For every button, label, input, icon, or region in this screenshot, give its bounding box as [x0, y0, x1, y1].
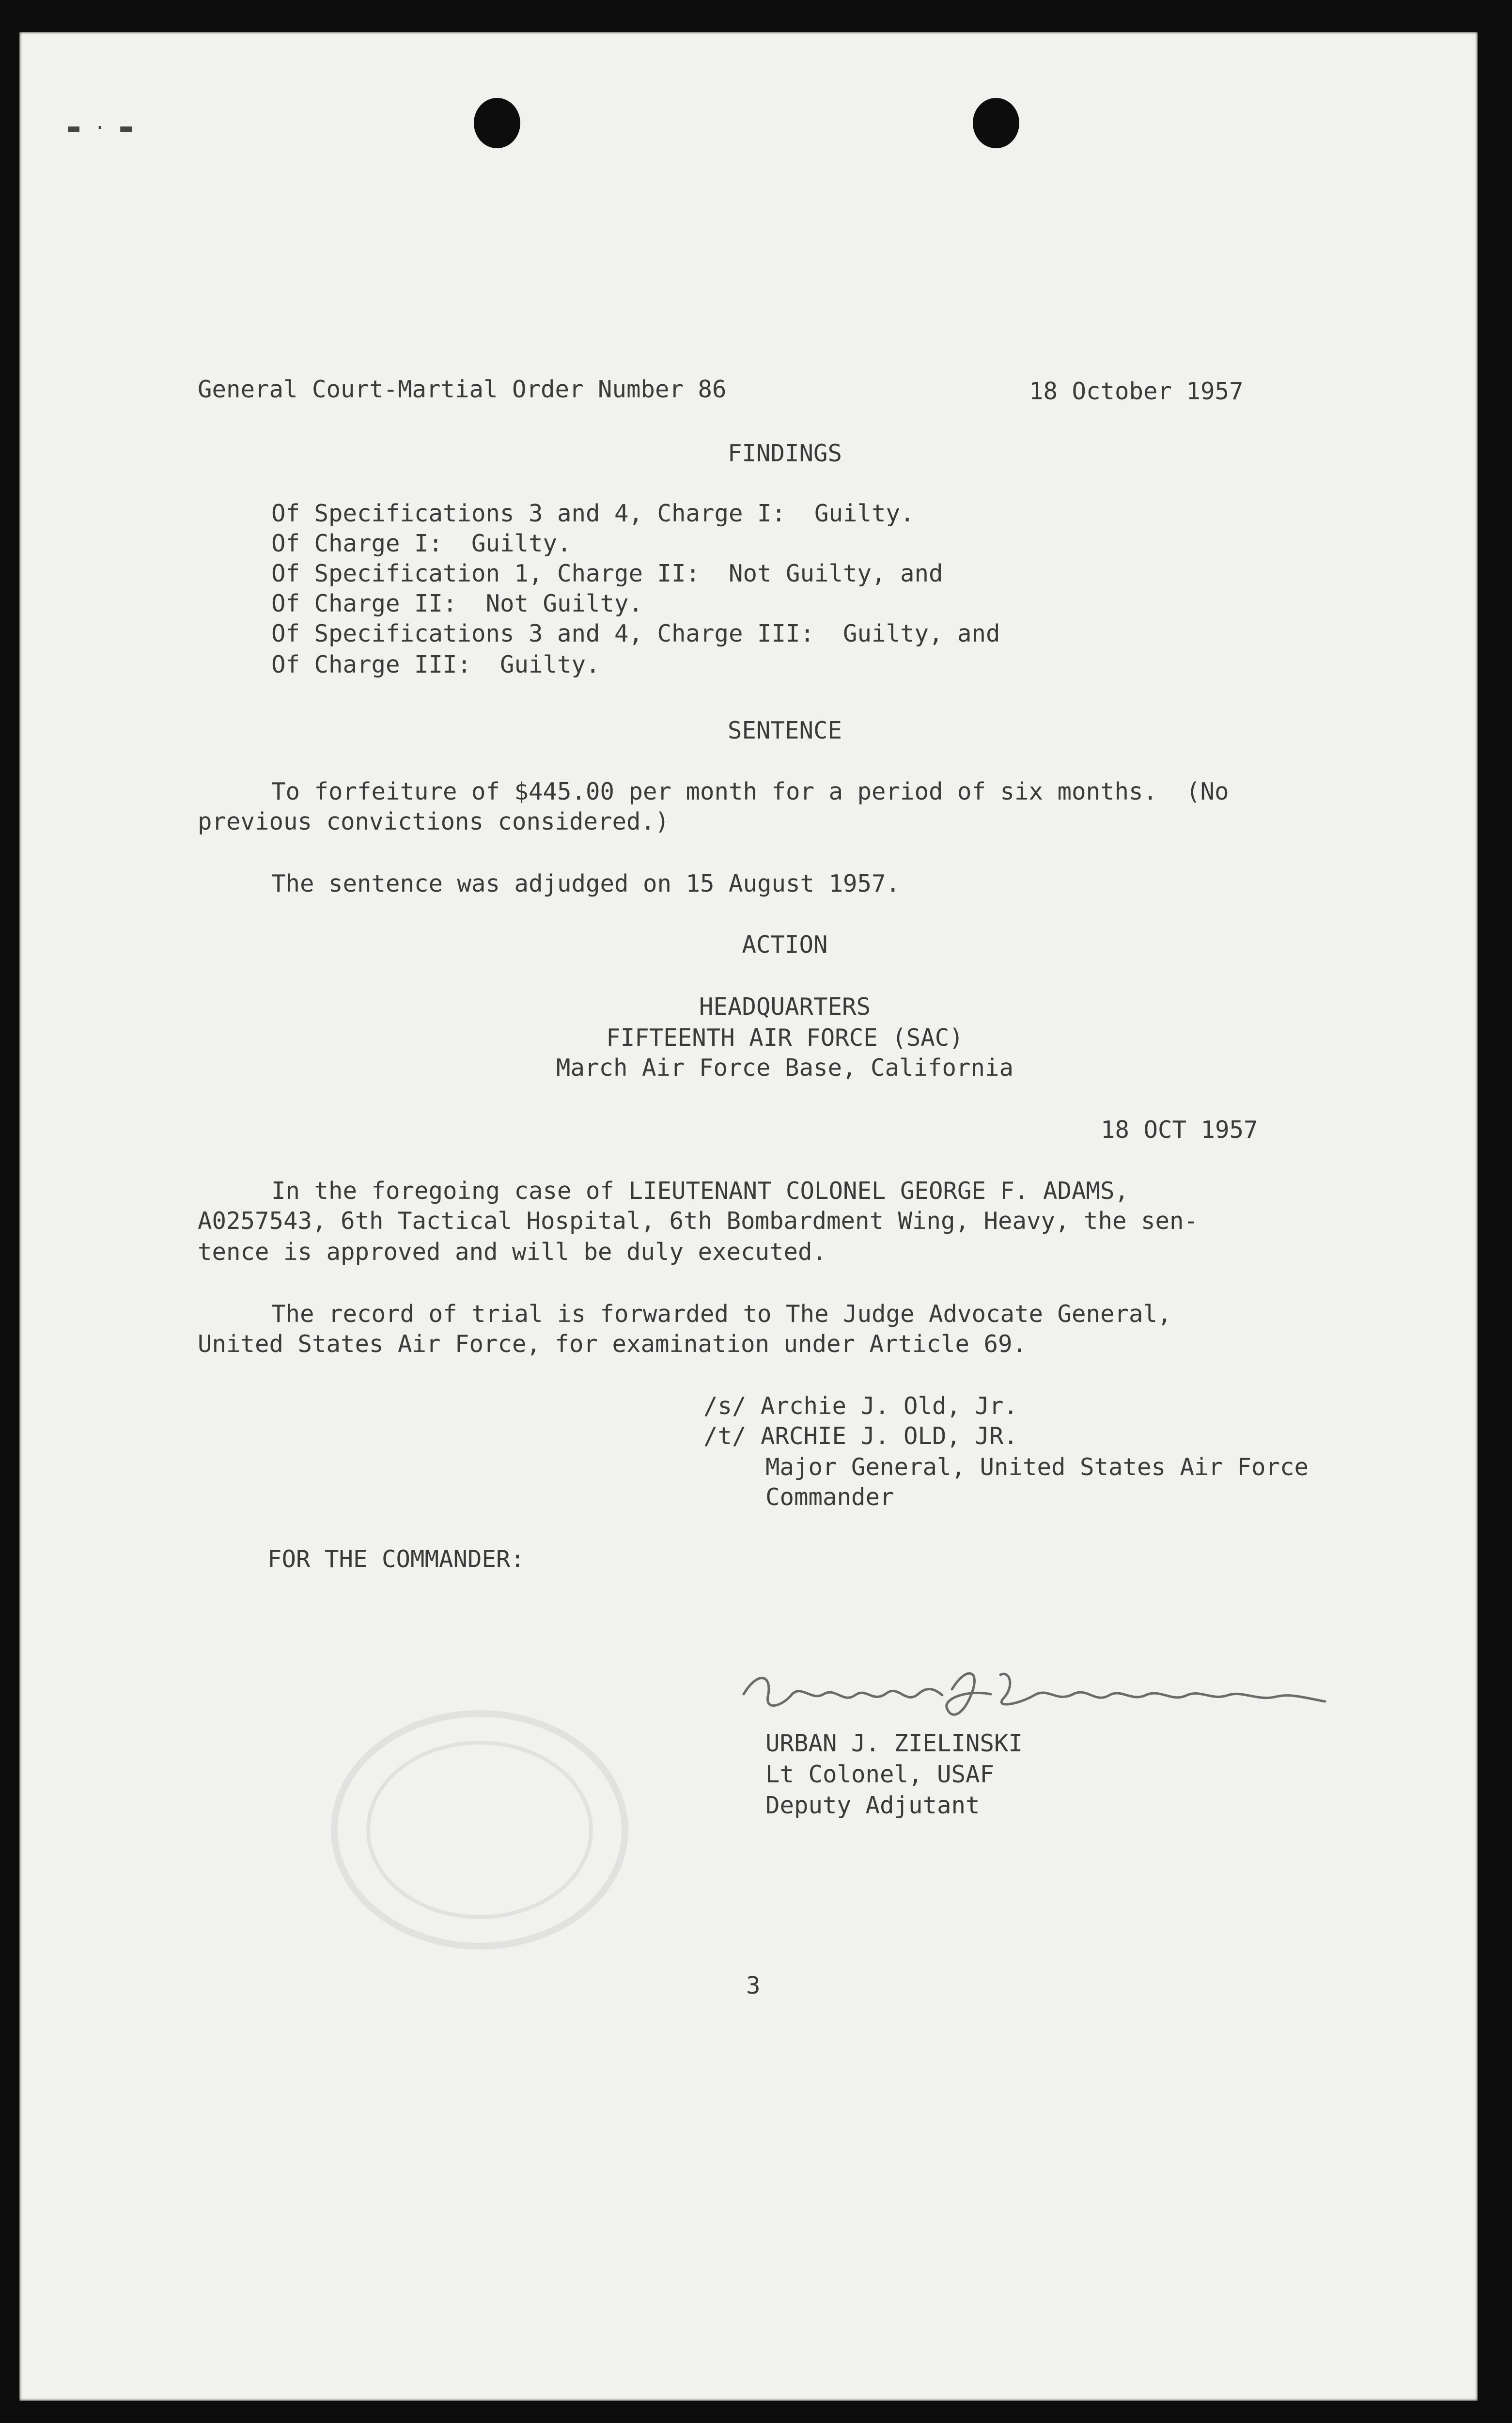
sentence-para1-line2: previous convictions considered.) [198, 808, 670, 835]
margin-marks: ▬·▬ [68, 117, 147, 139]
finding-line-5: Of Specifications 3 and 4, Charge III: Guilty, and [271, 620, 1000, 647]
finding-line-4: Of Charge II: Not Guilty. [271, 590, 643, 617]
for-the-commander: FOR THE COMMANDER: [267, 1545, 525, 1573]
sentence-para1-line1: To forfeiture of $445.00 per month for a period of six months. (No [271, 778, 1229, 805]
finding-line-2: Of Charge I: Guilty. [271, 530, 572, 557]
action-heading: ACTION [742, 931, 828, 959]
handwritten-signature [739, 1660, 1330, 1723]
commander-rank: Major General, United States Air Force [765, 1453, 1309, 1481]
signed-name: /s/ Archie J. Old, Jr. [703, 1392, 1018, 1420]
action-date: 18 OCT 1957 [1101, 1116, 1258, 1144]
action-para1-line2: A0257543, 6th Tactical Hospital, 6th Bombardment Wing, Heavy, the sen- [198, 1207, 1199, 1235]
action-para2-line2: United States Air Force, for examination under Article 69. [198, 1330, 1027, 1358]
commander-title: Commander [765, 1483, 894, 1511]
finding-line-3: Of Specification 1, Charge II: Not Guilty, and [271, 560, 943, 587]
punch-hole-right [973, 98, 1019, 148]
page-number: 3 [746, 1972, 761, 1999]
embossed-seal [325, 1704, 635, 1956]
hq-line-1: HEADQUARTERS [699, 993, 871, 1021]
order-date: 18 October 1957 [1029, 378, 1244, 405]
hq-line-3: March Air Force Base, California [556, 1054, 1013, 1082]
hq-line-2: FIFTEENTH AIR FORCE (SAC) [606, 1024, 964, 1052]
finding-line-1: Of Specifications 3 and 4, Charge I: Guilty. [271, 500, 915, 527]
findings-heading: FINDINGS [727, 440, 842, 467]
sentence-adjudged: The sentence was adjudged on 15 August 1957. [271, 870, 901, 897]
punch-hole-left [474, 98, 520, 148]
action-para2-line1: The record of trial is forwarded to The Judge Advocate General, [271, 1300, 1172, 1328]
action-para1-line3: tence is approved and will be duly executed. [198, 1238, 827, 1266]
typed-name: /t/ ARCHIE J. OLD, JR. [703, 1422, 1018, 1450]
adjutant-rank: Lt Colonel, USAF [765, 1761, 995, 1788]
finding-line-6: Of Charge III: Guilty. [271, 651, 600, 678]
adjutant-title: Deputy Adjutant [765, 1792, 980, 1819]
action-para1-line1: In the foregoing case of LIEUTENANT COLONEL GEORGE F. ADAMS, [271, 1177, 1129, 1205]
adjutant-name: URBAN J. ZIELINSKI [765, 1730, 1023, 1757]
sentence-heading: SENTENCE [727, 717, 842, 744]
order-title: General Court-Martial Order Number 86 [198, 376, 727, 403]
document-page [19, 32, 1478, 2401]
